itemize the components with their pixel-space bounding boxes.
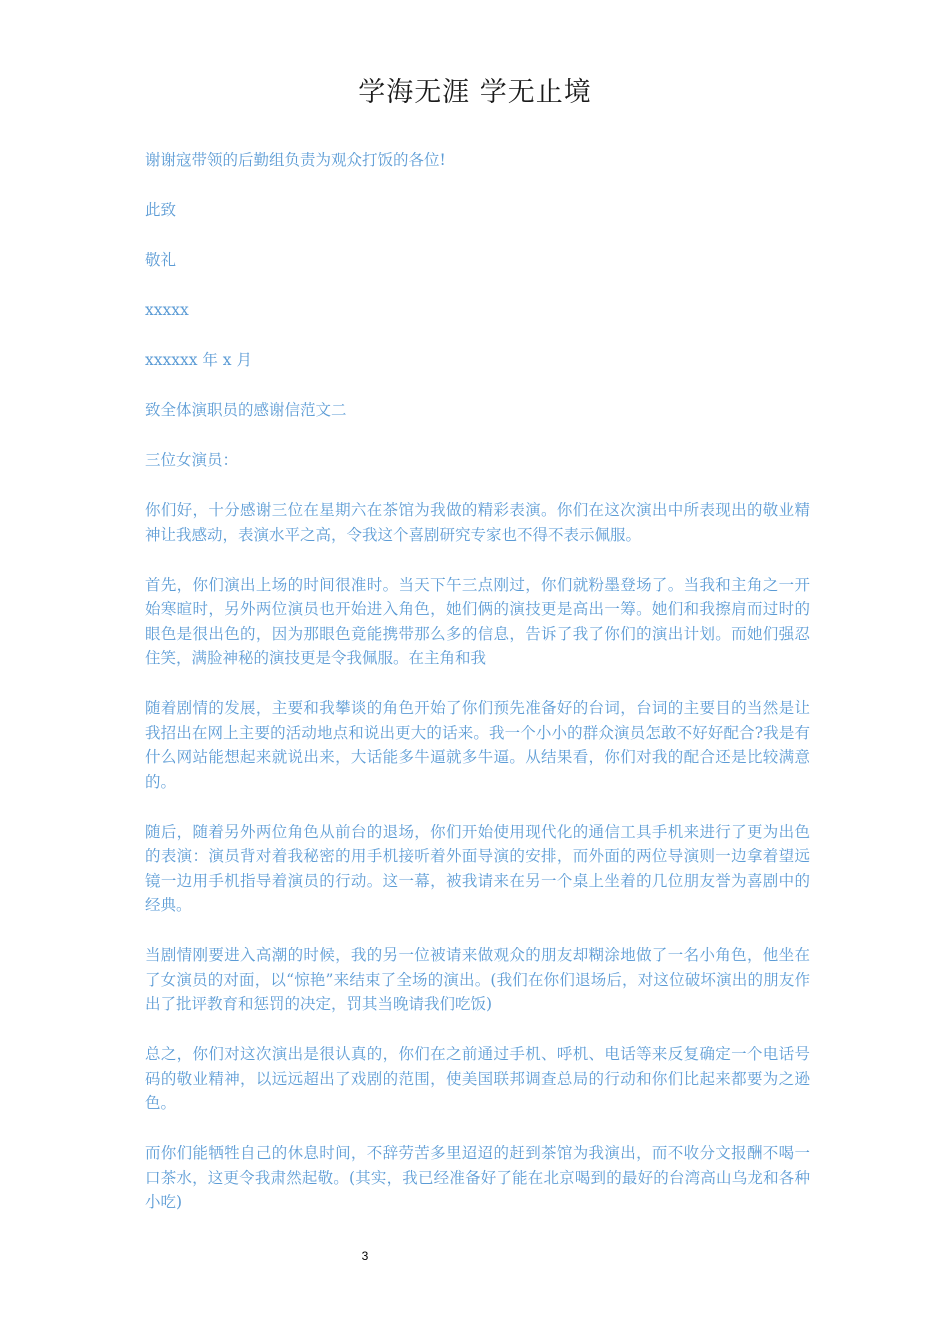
document-body: [145, 148, 810, 1240]
paragraph-climax: 当剧情刚要进入高潮的时候，我的另一位被请来做观众的朋友却糊涂地做了一名小角色，他坐在了女演员的对面，以“惊艳”来结束了全场的演出。(我们在你们退场后，对这位破坏演出的朋友作出了批评教育和惩罚的决定，罚其当晚请我们吃饭): [145, 946, 810, 1013]
paragraph-plot-development: 随着剧情的发展，主要和我攀谈的角色开始了你们预先准备好的台词，台词的主要目的当然是让我招出在网上主要的活动地点和说出更大的话来。我一个小小的群众演员怎敢不好好配合?我是有什么网站能想起来就说出来，大话能多牛逼就多牛逼。从结果看，你们对我的配合还是比较满意的。: [145, 699, 810, 791]
page-header-title: 学海无涯 学无止境: [358, 77, 592, 108]
paragraph-phone-scene: 随后，随着另外两位角色从前台的退场，你们开始使用现代化的通信工具手机来进行了更为出色的表演：演员背对着我秘密的用手机接听着外面导演的安排，而外面的两位导演则一边拿着望远镜一边用手机指导着演员的行动。这一幕，被我请来在另一个桌上坐着的几位朋友誉为喜剧中的经典。: [145, 822, 810, 914]
paragraph-signature-date: xxxxxx 年 x 月: [145, 351, 252, 369]
paragraph-signature-name: xxxxx: [145, 301, 189, 319]
paragraph-section-title: 致全体演职员的感谢信范文二: [145, 401, 347, 419]
paragraph-closing-jingli: 敬礼: [145, 251, 177, 269]
paragraph-intro: 你们好，十分感谢三位在星期六在茶馆为我做的精彩表演。你们在这次演出中所表现出的敬业精神让我感动，表演水平之高，令我这个喜剧研究专家也不得不表示佩服。: [145, 501, 810, 544]
paragraph-first: 首先，你们演出上场的时间很准时。当天下午三点刚过，你们就粉墨登场了。当我和主角之一开始寒暄时，另外两位演员也开始进入角色，她们俩的演技更是高出一筹。她们和我擦肩而过时的眼色是很出色的，因为那眼色竟能携带那么多的信息，告诉了我了你们的演出计划。而她们强忍住笑，满脸神秘的演技更是令我佩服。在主角和我: [145, 575, 810, 667]
paragraph-thanks-logistics: 谢谢寇带领的后勤组负责为观众打饭的各位!: [145, 151, 446, 169]
paragraph-summary: 总之，你们对这次演出是很认真的，你们在之前通过手机、呼机、电话等来反复确定一个电话号码的敬业精神，以远远超出了戏剧的范围，使美国联邦调查总局的行动和你们比起来都要为之逊色。: [145, 1045, 810, 1112]
paragraph-sacrifice: 而你们能牺牲自己的休息时间，不辞劳苦多里迢迢的赶到茶馆为我演出，而不收分文报酬不喝一口茶水，这更令我肃然起敬。(其实，我已经准备好了能在北京喝到的最好的台湾高山乌龙和各种小吃): [145, 1144, 810, 1211]
paragraph-closing-cizhi: 此致: [145, 201, 177, 219]
page-number: 3: [361, 1249, 369, 1263]
paragraph-salutation: 三位女演员：: [145, 451, 239, 469]
